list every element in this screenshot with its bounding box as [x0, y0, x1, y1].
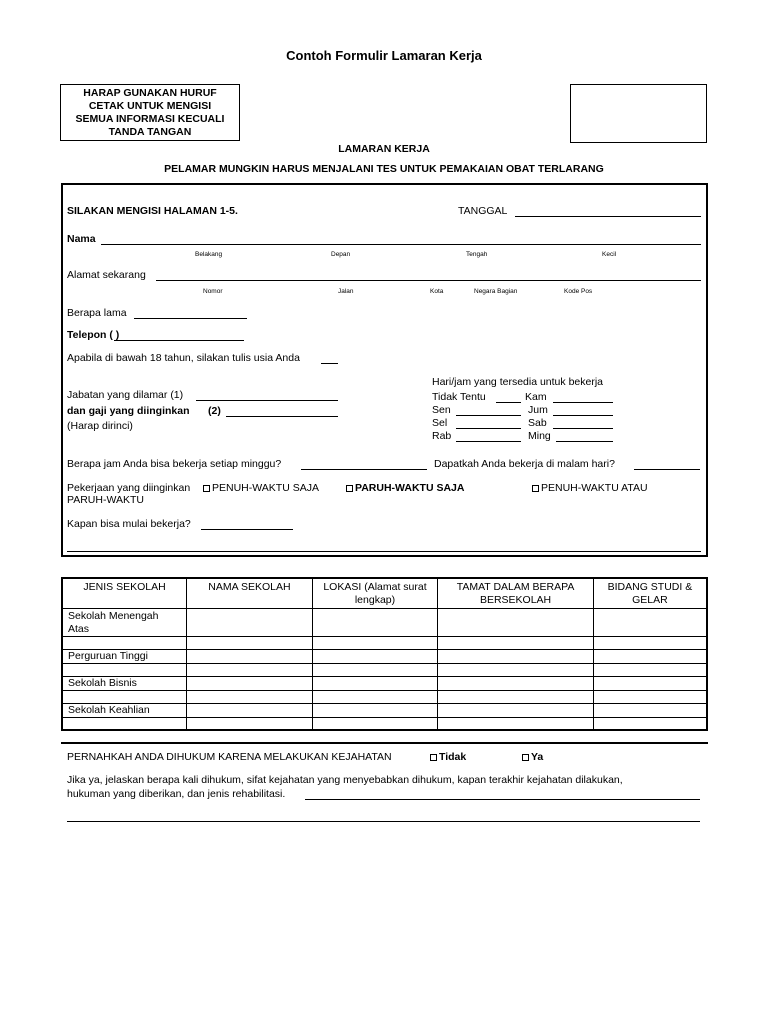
checkbox-icon[interactable]: [532, 485, 539, 492]
day-field[interactable]: [456, 428, 521, 429]
criminal-option-yes[interactable]: [522, 751, 543, 763]
checkbox-icon[interactable]: [430, 754, 437, 761]
criminal-explain-field[interactable]: [305, 799, 700, 800]
table-cell[interactable]: [593, 608, 707, 636]
option-label: PARUH-WAKTU SAJA: [355, 482, 465, 494]
column-header: JENIS SEKOLAH: [62, 578, 187, 608]
salary-field[interactable]: [226, 416, 338, 417]
day-field[interactable]: [553, 402, 613, 403]
address-sublabel: Negara Bagian: [474, 288, 518, 295]
night-label: Dapatkah Anda bekerja di malam hari?: [434, 458, 615, 470]
option-label: Tidak: [439, 751, 467, 763]
day-field[interactable]: [553, 428, 613, 429]
table-cell[interactable]: [593, 717, 707, 730]
option-label: Ya: [531, 751, 544, 763]
day-label: Kam: [525, 391, 547, 403]
photo-box[interactable]: [570, 84, 707, 143]
hours-field[interactable]: [301, 469, 427, 470]
table-cell[interactable]: [593, 690, 707, 703]
school-type-cell: [62, 717, 187, 730]
table-cell[interactable]: [438, 663, 594, 676]
page-title: Contoh Formulir Lamaran Kerja: [286, 48, 482, 63]
instructions: SILAKAN MENGISI HALAMAN 1-5.: [67, 205, 238, 217]
school-type-cell: Sekolah Bisnis: [62, 676, 187, 690]
checkbox-icon[interactable]: [203, 485, 210, 492]
age-label: Apabila di bawah 18 tahun, silakan tulis usia Anda: [67, 352, 300, 364]
date-field[interactable]: [515, 216, 701, 217]
table-row: [62, 703, 707, 717]
table-cell[interactable]: [593, 663, 707, 676]
table-row: [62, 717, 707, 730]
column-header: TAMAT DALAM BERAPA BERSEKOLAH: [438, 578, 594, 608]
day-label: Sen: [432, 404, 451, 416]
extra-line-field[interactable]: [67, 551, 701, 552]
notice-line: HARAP GUNAKAN HURUF: [83, 87, 217, 99]
start-label: Kapan bisa mulai bekerja?: [67, 518, 191, 530]
criminal-question: PERNAHKAH ANDA DIHUKUM KARENA MELAKUKAN KEJAHATAN: [67, 751, 392, 763]
column-header: BIDANG STUDI & GELAR: [593, 578, 707, 608]
address-label: Alamat sekarang: [67, 269, 146, 281]
table-cell[interactable]: [438, 649, 594, 663]
table-cell[interactable]: [187, 649, 313, 663]
day-label: Sab: [528, 417, 547, 429]
print-notice-box: [60, 84, 240, 141]
checkbox-icon[interactable]: [522, 754, 529, 761]
table-header-row: [62, 578, 707, 608]
name-sublabel: Kecil: [602, 251, 617, 258]
table-row: [62, 663, 707, 676]
day-field[interactable]: [456, 415, 521, 416]
salary-number: (2): [208, 405, 221, 417]
table-cell[interactable]: [438, 703, 594, 717]
age-field[interactable]: [321, 363, 338, 364]
day-label: Rab: [432, 430, 452, 442]
table-cell[interactable]: [312, 649, 438, 663]
day-label: Ming: [528, 430, 551, 442]
notice-line: SEMUA INFORMASI KECUALI: [75, 113, 225, 125]
table-cell[interactable]: [593, 676, 707, 690]
worktype-option-either[interactable]: [532, 482, 648, 494]
section-divider: [61, 742, 708, 744]
school-type-cell: [62, 690, 187, 703]
address-field[interactable]: [156, 280, 701, 281]
table-cell[interactable]: [438, 717, 594, 730]
position-label: Jabatan yang dilamar (1): [67, 389, 184, 401]
option-label-cont: PARUH-WAKTU: [67, 494, 144, 506]
criminal-explain-text: hukuman yang diberikan, dan jenis rehabilitasi.: [67, 788, 286, 800]
table-cell[interactable]: [187, 636, 313, 649]
school-type-cell: Sekolah Keahlian: [62, 703, 187, 717]
address-sublabel: Nomor: [203, 288, 223, 295]
form-heading: LAMARAN KERJA: [338, 143, 430, 155]
specify-label: (Harap dirinci): [67, 420, 133, 432]
school-type-cell: Perguruan Tinggi: [62, 649, 187, 663]
worktype-label: Pekerjaan yang diinginkan: [67, 482, 191, 494]
table-cell[interactable]: [187, 676, 313, 690]
table-cell[interactable]: [187, 690, 313, 703]
table-cell[interactable]: [187, 703, 313, 717]
table-row: [62, 649, 707, 663]
phone-label: Telepon ( ): [67, 329, 120, 341]
table-cell[interactable]: [312, 703, 438, 717]
table-cell[interactable]: [312, 663, 438, 676]
education-table: [61, 577, 708, 731]
table-cell[interactable]: [438, 690, 594, 703]
table-cell[interactable]: [593, 649, 707, 663]
table-cell[interactable]: [593, 636, 707, 649]
name-label: Nama: [67, 233, 96, 245]
day-label: Tidak Tentu: [432, 391, 486, 403]
date-label: TANGGAL: [458, 205, 508, 217]
criminal-explain-field[interactable]: [67, 821, 700, 822]
column-header: NAMA SEKOLAH: [187, 578, 313, 608]
table-cell[interactable]: [438, 676, 594, 690]
drug-test-notice: PELAMAR MUNGKIN HARUS MENJALANI TES UNTUK PEMAKAIAN OBAT TERLARANG: [164, 163, 604, 175]
name-field[interactable]: [101, 244, 701, 245]
night-field[interactable]: [634, 469, 700, 470]
column-header: LOKASI (Alamat surat lengkap): [312, 578, 438, 608]
hours-label: Berapa jam Anda bisa bekerja setiap minggu?: [67, 458, 282, 470]
position-field[interactable]: [196, 400, 338, 401]
table-cell[interactable]: [187, 717, 313, 730]
name-sublabel: Depan: [331, 251, 351, 258]
table-cell[interactable]: [593, 703, 707, 717]
school-type-cell: Sekolah Menengah Atas: [62, 608, 187, 636]
table-row: [62, 636, 707, 649]
table-row: [62, 690, 707, 703]
checkbox-icon[interactable]: [346, 485, 353, 492]
day-field[interactable]: [456, 441, 521, 442]
school-type-cell: [62, 663, 187, 676]
duration-field[interactable]: [134, 318, 247, 319]
day-label: Sel: [432, 417, 448, 429]
notice-line: CETAK UNTUK MENGISI: [88, 100, 212, 112]
table-cell[interactable]: [187, 663, 313, 676]
table-row: [62, 608, 707, 636]
table-cell[interactable]: [187, 608, 313, 636]
criminal-option-no[interactable]: [430, 751, 466, 763]
option-label: PENUH-WAKTU ATAU: [541, 482, 648, 494]
salary-label: dan gaji yang diinginkan: [67, 405, 190, 417]
worktype-option-parttime[interactable]: [346, 482, 464, 494]
address-sublabel: Kota: [430, 288, 444, 295]
day-field[interactable]: [496, 402, 521, 403]
table-cell[interactable]: [312, 676, 438, 690]
name-sublabel: Tengah: [466, 251, 488, 258]
table-cell[interactable]: [438, 608, 594, 636]
address-sublabel: Kode Pos: [564, 288, 593, 295]
availability-title: Hari/jam yang tersedia untuk bekerja: [432, 376, 604, 388]
applicant-info-frame: [61, 183, 708, 557]
day-field[interactable]: [556, 441, 613, 442]
table-cell[interactable]: [312, 690, 438, 703]
table-cell[interactable]: [312, 636, 438, 649]
notice-line: TANDA TANGAN: [108, 126, 192, 138]
table-cell[interactable]: [312, 608, 438, 636]
day-field[interactable]: [553, 415, 613, 416]
table-cell[interactable]: [438, 636, 594, 649]
duration-label: Berapa lama: [67, 307, 127, 319]
address-sublabel: Jalan: [338, 288, 354, 295]
table-cell[interactable]: [312, 717, 438, 730]
worktype-option-fulltime[interactable]: [203, 482, 319, 494]
day-label: Jum: [528, 404, 548, 416]
start-field[interactable]: [201, 529, 293, 530]
table-row: [62, 676, 707, 690]
criminal-explain-text: Jika ya, jelaskan berapa kali dihukum, sifat kejahatan yang menyebabkan dihukum, kapan terakhir kejahatan dilakukan,: [67, 774, 623, 786]
phone-field[interactable]: [114, 340, 244, 341]
school-type-cell: [62, 636, 187, 649]
option-label: PENUH-WAKTU SAJA: [212, 482, 319, 494]
name-sublabel: Belakang: [195, 251, 223, 258]
